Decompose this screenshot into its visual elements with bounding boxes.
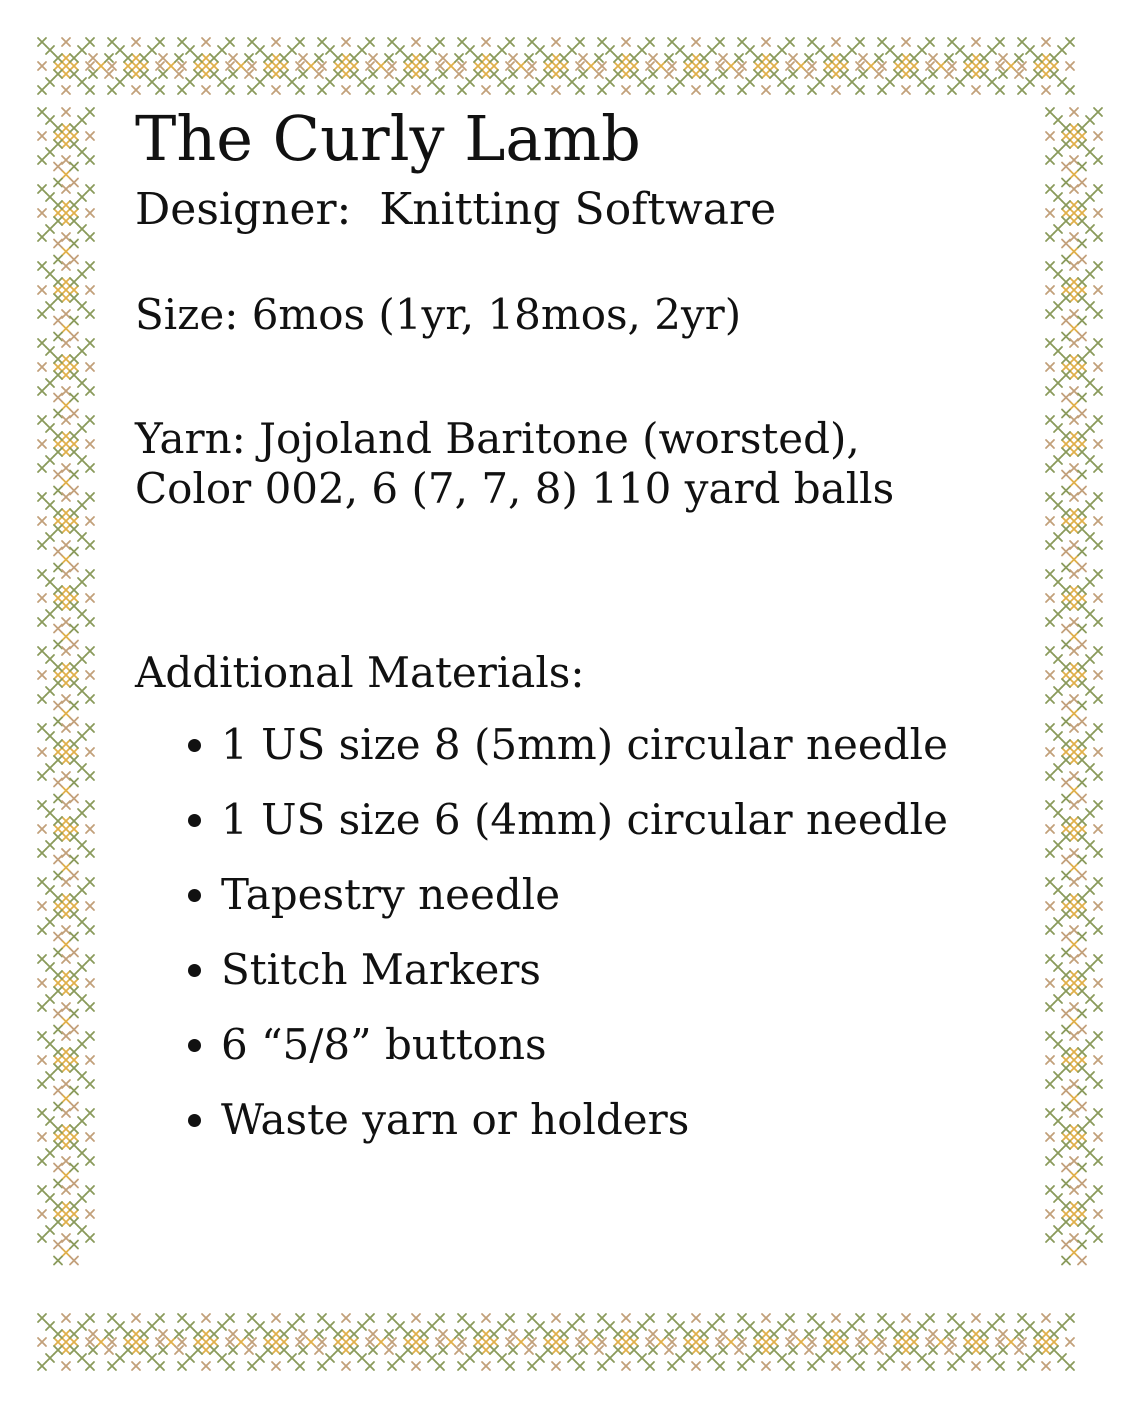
yarn-line-2: Color 002, 6 (7, 7, 8) 110 yard balls [135,464,895,513]
pattern-content [135,102,1015,1170]
list-item: • 1 US size 8 (5mm) circular needle [221,720,1015,770]
materials-list [135,720,1015,1145]
yarn-info [135,414,1015,514]
materials-heading: Additional Materials: [135,648,585,697]
list-item: • Tapestry needle [221,870,1015,920]
list-item: • Waste yarn or holders [221,1095,1015,1145]
list-item: • Stitch Markers [221,945,1015,995]
pattern-title: The Curly Lamb [135,102,641,175]
designer-line: Designer: Knitting Software [135,184,777,235]
list-item: • 6 “5/8” buttons [221,1020,1015,1070]
size-line: Size: 6mos (1yr, 18mos, 2yr) [135,290,742,339]
yarn-line-1: Yarn: Jojoland Baritone (worsted), [135,414,860,463]
list-item: • 1 US size 6 (4mm) circular needle [221,795,1015,845]
